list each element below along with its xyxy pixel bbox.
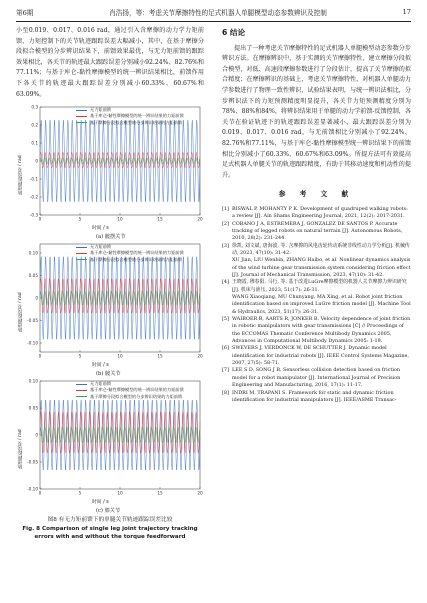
page-header <box>16 6 411 18</box>
legend-label: 基于库仑-黏性摩擦模型的统一辨识结果的力矩前馈 <box>90 113 184 119</box>
reference-text: INDRI M, TRAPANI S. Framework for static and dynamic friction identification for industrial manipulators [J]. IEEE/ASME Transac- <box>232 389 397 403</box>
chart-panel-b <box>16 240 204 377</box>
legend-swatch <box>76 259 87 260</box>
legend-swatch <box>76 122 87 123</box>
x-tick-label: 0 <box>38 216 42 222</box>
x-tick-label: 0 <box>38 490 42 496</box>
legend-swatch <box>76 116 87 117</box>
header-title: 肖浩扬，等：考虑关节摩擦特性的足式机器人单腿模型动态参数辨识及控制 <box>109 9 327 17</box>
legend-swatch <box>76 384 87 385</box>
reference-text: WANG Xiaoqiang, MU Chunyang, MA Xing, et al. Robot joint friction identification based on improved LuGre friction model [J]. Machine Tool & Hydraulics, 2023, 51(17): 26-31. <box>232 294 411 315</box>
reference-item <box>222 279 411 294</box>
x-tick-label: 20 <box>197 216 203 222</box>
reference-number: [8] <box>222 389 229 396</box>
figure-caption-en: Fig. 8 Comparison of single leg joint trajectory tracking errors with and without the torque feedforward <box>22 525 198 540</box>
legend-entry <box>76 394 184 400</box>
reference-number: [2] <box>222 220 229 227</box>
reference-item <box>222 294 411 316</box>
x-tick-label: 0 <box>38 353 42 359</box>
reference-item <box>222 206 411 221</box>
reference-text: LEE S D, SONG J B. Sensorless collision detection based on friction model for a robot manipulator [J]. International Journal of Precision Engineering and Manufacturing, 2016, 17(1): 11-17. <box>232 367 401 389</box>
y-tick-label: -0.10 <box>27 340 38 346</box>
chart-legend <box>76 244 184 263</box>
chart-panel-c <box>16 377 204 514</box>
reference-number: [5] <box>222 316 229 323</box>
legend-label: 无力矩前馈 <box>90 244 111 250</box>
legend-label: 基于摩擦分段拟合模型的分步辨识结果的力矩前馈 <box>90 119 183 125</box>
reference-text: 王晓霞, 穆春阳, 马行, 等. 基于改进LuGre摩擦模型的机器人关节摩擦力辨识研究[J]. 机床与液压, 2023, 51(17): 26-31. <box>232 279 407 293</box>
panel-caption: (c) 膝关节 <box>96 508 121 515</box>
y-tick-label: -0.1 <box>29 176 38 182</box>
legend-entry <box>76 257 184 263</box>
x-tick-label: 20 <box>197 490 203 496</box>
chart-panel-a <box>16 103 204 240</box>
reference-number: [7] <box>222 367 229 374</box>
figure-8 <box>16 103 204 541</box>
conclusion-paragraph: 提出了一种考虑关节摩擦特性的足式机器人单腿模型动态参数分步辨识方法。在摩擦辨识中，基于实测的关节摩擦特性，建立摩擦分段拟合模型，对低、高速段摩擦参数进行了分段估计，提高了关节摩擦的拟合精度；在摩擦辨识的基础上，考虑关节摩擦特性，对机器人单腿动力学参数进行了物理一致性辨识，试验结果表明，与统一辨识法相比，分步辨识法下的力矩预测精度明显提升，各关节力矩预测精度分别为78%、88%和84%，将辨识结果用于单腿的动力学前馈-反馈控制，各关节在验证轨迹下的轨迹跟踪误差显著减小，最大跟踪误差分别为0.019、0.017、0.016 rad，与无前馈相比分别减小了92.24%、82.76%和77.11%，与基于库仑-黏性摩擦模型统一辨识结果下的前馈相比分别减小了60.33%、60.67%和63.09%。所提方法可有效提高足式机器人单腿关节的轨迹跟踪精度，有助于其移动速度和机动性的提升。 <box>222 44 411 179</box>
x-tick-label: 5 <box>78 490 82 496</box>
reference-text: BISWAL P, MOHANTY P K. Development of quadruped walking robots: a review [J]. Ain Shams Engineering Journal, 2021, 12(2): 2017-2031. <box>232 205 408 220</box>
reference-item <box>222 221 411 243</box>
y-tick-label: 0.1 <box>31 140 38 146</box>
panel-caption: (b) 髋关节 <box>96 371 121 378</box>
reference-item <box>222 257 411 279</box>
reference-text: COBANO J A, ESTREMERA J, GONZALEZ DE SANTOS P. Accurate tracking of legged robots on natural terrain [J]. Autonomous Robots, 2010, 28(2): 231-244. <box>232 220 403 242</box>
right-column <box>222 26 411 404</box>
section-title-conclusion: 6 结论 <box>222 28 246 37</box>
legend-swatch <box>76 396 87 397</box>
reference-text: 徐凯, 刘文斌, 唐海波, 等. 含摩擦的风电齿轮传动系统非线性动力学分析[J]. 机械传动, 2023, 47(10): 31-42. <box>232 242 410 256</box>
header-rule <box>16 21 411 22</box>
legend-swatch <box>76 253 87 254</box>
chart-legend <box>76 107 184 126</box>
y-tick-label: 0 <box>35 295 38 301</box>
legend-label: 基于摩擦分段拟合模型的分步辨识结果的力矩前馈 <box>90 393 183 399</box>
panel-caption: (a) 髋摆关节 <box>96 234 126 241</box>
y-tick-label: 0.05 <box>28 273 38 279</box>
left-paragraph: 小至0.019、0.017、0.016 rad，通过引入含摩擦的动力学力矩前馈、力矩控制下的关节轨迹跟踪误差大幅减小，其中，在基于摩擦分段拟合模型的分步辨识结果下，前馈效果最优，与无力矩前馈的跟踪效果相比，各关节的轨迹最大跟踪误差分别减小92.24%、82.76%和77.11%；与基于库仑-黏性摩擦模型的统一辨识结果相比，前馈作用下各关节的轨迹最大跟踪误差分别减小60.33%、60.67%和63.09%。 <box>16 27 204 98</box>
y-axis-label: 轨迹跟踪误差 / rad <box>18 429 23 470</box>
legend-swatch <box>76 390 87 391</box>
reference-number: [3] <box>222 242 229 249</box>
left-column <box>16 26 204 541</box>
y-tick-label: 0.10 <box>28 250 38 256</box>
reference-text: SWEVERS J, VERDONCK W, DE SCHUTTER J. Dynamic model identification for industrial robots [J]. IEEE Control Systems Magazine, 2007, 27(5): 58-71. <box>232 345 409 367</box>
reference-item <box>222 390 411 405</box>
y-tick-label: 0.10 <box>28 378 38 384</box>
header-issue: 第6期 <box>16 9 34 17</box>
header-page-number: 17 <box>402 8 411 16</box>
y-tick-label: 0 <box>35 158 38 164</box>
reference-text: WAIBOER R, AARTS R, JONKER B. Velocity dependence of joint friction in robotic manipulators with gear transmissions [C] // Proceedings of the ECCOMAS Thematic Conference Multibody Dynamics 2005, Advances in Computational Multibody Dynamics 2005: 1-19. <box>232 316 411 345</box>
reference-item <box>222 345 411 367</box>
legend-swatch <box>76 110 87 111</box>
legend-entry <box>76 120 184 126</box>
y-axis-label: 轨迹跟踪误差 / rad <box>18 292 23 333</box>
reference-item <box>222 367 411 389</box>
legend-label: 基于库仑-黏性摩擦模型的统一辨识结果的力矩前馈 <box>90 387 184 393</box>
reference-number <box>222 294 232 316</box>
y-tick-label: 0.2 <box>31 122 38 128</box>
x-tick-label: 10 <box>117 216 123 222</box>
legend-label: 基于摩擦分段拟合模型的分步辨识结果的力矩前馈 <box>90 256 183 262</box>
y-tick-label: 0.05 <box>28 405 38 411</box>
reference-item <box>222 243 411 258</box>
reference-number <box>222 257 232 279</box>
x-tick-label: 10 <box>117 353 123 359</box>
y-tick-label: -0.05 <box>27 459 38 465</box>
x-tick-label: 5 <box>78 216 82 222</box>
legend-label: 基于库仑-黏性摩擦模型的统一辨识结果的力矩前馈 <box>90 250 184 256</box>
reference-item <box>222 316 411 345</box>
y-tick-label: -0.10 <box>27 486 38 492</box>
reference-number: [4] <box>222 279 229 286</box>
x-tick-label: 15 <box>157 216 163 222</box>
references-title: 参 考 文 献 <box>278 190 355 199</box>
y-axis-label: 轨迹跟踪误差 / rad <box>18 155 23 196</box>
x-tick-label: 10 <box>117 490 123 496</box>
y-tick-label: 0.3 <box>31 104 38 110</box>
legend-label: 无力矩前馈 <box>90 107 111 113</box>
reference-number: [6] <box>222 345 229 352</box>
x-axis-label: 时间 / s <box>92 363 109 369</box>
figure-caption-cn: 图8 有无力矩前馈下的单腿关节轨迹跟踪误差比较 <box>47 517 173 524</box>
x-tick-label: 15 <box>157 353 163 359</box>
x-tick-label: 20 <box>197 353 203 359</box>
reference-number: [1] <box>222 205 229 212</box>
y-tick-label: -0.3 <box>29 212 38 218</box>
x-tick-label: 15 <box>157 490 163 496</box>
x-tick-label: 5 <box>78 353 82 359</box>
chart-legend <box>76 381 184 400</box>
y-tick-label: -0.2 <box>29 194 38 200</box>
reference-text: XU Jian, LIU Wenbin, ZHANG Haibo, et al. Nonlinear dynamics analysis of the wind turbine gear transmission system considering friction effect [J]. Journal of Mechanical Transmission, 2023, 47(10): 31-42. <box>232 257 411 278</box>
reference-list <box>222 206 411 404</box>
y-tick-label: -0.05 <box>27 318 38 324</box>
legend-label: 无力矩前馈 <box>90 381 111 387</box>
x-axis-label: 时间 / s <box>92 226 109 232</box>
y-tick-label: 0 <box>35 432 38 438</box>
x-axis-label: 时间 / s <box>92 500 109 506</box>
legend-swatch <box>76 247 87 248</box>
